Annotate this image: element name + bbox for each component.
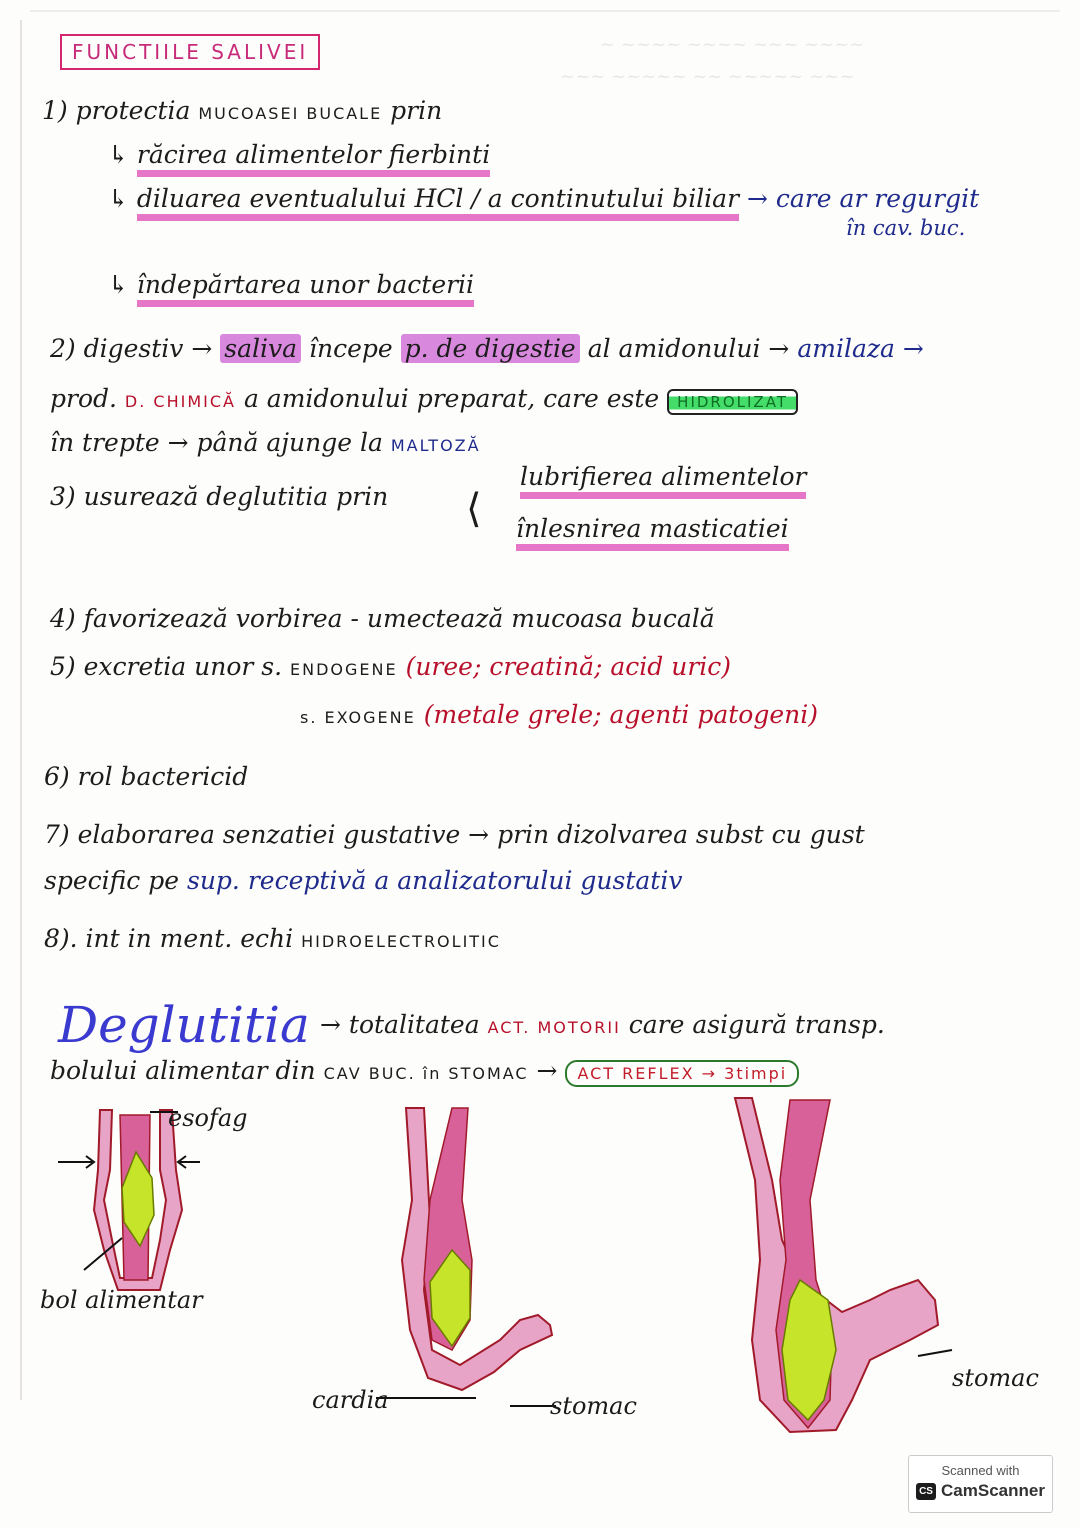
item-1-b-continued: în cav. buc. <box>846 216 966 240</box>
item-1-c: ↳ îndepărtarea unor bacterii <box>108 270 474 299</box>
item-4: 4) favorizează vorbirea - umectează mucoasa bucală <box>50 604 715 633</box>
bleed-through-text: ~ ~~~~ ~~~~ ~~~ ~~~~ <box>600 34 865 55</box>
item-2-line-3: în trepte → până ajunge la MALTOZĂ <box>50 428 481 457</box>
label-stomac-2: stomac <box>550 1392 637 1420</box>
label-bol-alimentar: bol alimentar <box>40 1286 203 1314</box>
bleed-through-text: ~~~ ~~~~~ ~~ ~~~~~ ~~~ <box>560 66 855 87</box>
brace: ⟨ <box>466 486 482 532</box>
label-stomac-3: stomac <box>952 1364 1039 1392</box>
item-1: 1) protectia MUCOASEI BUCALE prin <box>42 96 443 125</box>
item-5-b: s. EXOGENE (metale grele; agenti patogeni) <box>300 700 818 729</box>
item-1-b: ↳ diluarea eventualului HCl / a continutului biliar → care ar regurgit <box>108 184 979 213</box>
esophagus-figure-1 <box>58 1110 200 1290</box>
item-3: 3) usurează deglutitia prin <box>50 482 389 511</box>
esophagus-figure-2 <box>376 1108 556 1406</box>
item-3-b: înlesnirea masticatiei <box>516 514 789 543</box>
camscanner-logo-icon: CS <box>916 1483 936 1500</box>
item-2-line-2: prod. D. CHIMICĂ a amidonului preparat, care este HIDROLIZAT <box>50 384 798 413</box>
label-esofag: esofag <box>168 1104 248 1132</box>
section-title: FUNCTIILE SALIVEI <box>60 34 320 70</box>
esophagus-figure-3 <box>735 1098 952 1432</box>
deglutition-heading: Deglutitia <box>58 996 310 1054</box>
deglutition-definition-line-2: bolului alimentar din CAV BUC. în STOMAC → ACT REFLEX → 3timpi <box>50 1056 799 1085</box>
item-8: 8). int in ment. echi HIDROELECTROLITIC <box>44 924 501 953</box>
item-7: 7) elaborarea senzatiei gustative → prin dizolvarea subst cu gust <box>44 820 865 849</box>
item-5: 5) excretia unor s. ENDOGENE (uree; creatină; acid uric) <box>50 652 732 681</box>
item-1-a: ↳ răcirea alimentelor fierbinti <box>108 140 490 169</box>
item-2: 2) digestiv → saliva începe p. de digestie al amidonului → amilaza → <box>50 334 924 363</box>
item-6: 6) rol bactericid <box>44 762 249 791</box>
camscanner-badge: Scanned with CS CamScanner <box>908 1455 1053 1513</box>
item-3-a: lubrifierea alimentelor <box>520 462 806 491</box>
label-cardia: cardia <box>312 1386 389 1414</box>
item-7-line-2: specific pe sup. receptivă a analizatorului gustativ <box>44 866 683 895</box>
deglutition-definition: → totalitatea ACT. MOTORII care asigură transp. <box>320 1010 885 1039</box>
